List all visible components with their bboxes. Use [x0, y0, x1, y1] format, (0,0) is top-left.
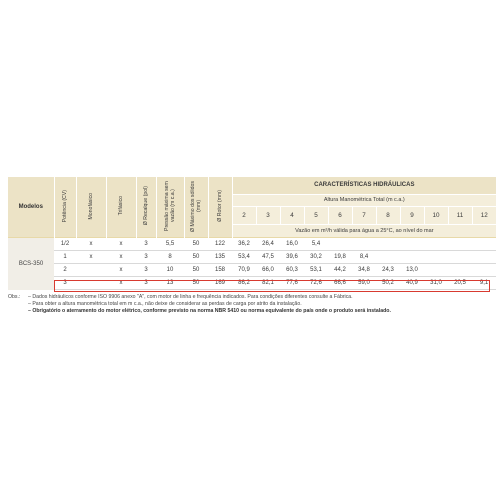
cell-potencia: 2: [54, 264, 76, 277]
note-line: – Dados hidráulicos conforme ISO 9906 anexo "A", com motor de linha e frequência indicados. Para condições diferentes consulte a Fábrica.: [28, 294, 353, 300]
notes-label: Obs.:: [8, 294, 21, 300]
height-11: 11: [448, 207, 472, 225]
cell-flow: 82,1: [256, 277, 280, 290]
cell-potencia: 3: [54, 277, 76, 290]
note-line: – Para obter a altura manométrica total em m c.a., não deixe de considerar as perdas de carga por atrito da instalação.: [28, 300, 302, 307]
pump-spec-table: [8, 177, 496, 290]
cell-flow: 30,2: [304, 251, 328, 264]
height-8: 8: [376, 207, 400, 225]
cell-flow: 34,8: [352, 264, 376, 277]
model-name: BCS-350: [8, 238, 54, 290]
height-6: 6: [328, 207, 352, 225]
height-2: 2: [232, 207, 256, 225]
cell-flow: 86,2: [232, 277, 256, 290]
cell-flow: 72,6: [304, 277, 328, 290]
cell-mono: x: [76, 238, 106, 251]
cell-flow: [448, 251, 472, 264]
cell-recalque: 3: [136, 264, 156, 277]
height-9: 9: [400, 207, 424, 225]
notes-section: [8, 294, 492, 314]
cell-flow: 9,1: [472, 277, 496, 290]
height-4: 4: [280, 207, 304, 225]
cell-flow: 53,1: [304, 264, 328, 277]
cell-flow: [376, 238, 400, 251]
header-recalque: Ø Recalque (pol): [136, 177, 156, 238]
cell-pressao: 13: [156, 277, 184, 290]
cell-flow: 70,9: [232, 264, 256, 277]
cell-flow: 13,0: [400, 264, 424, 277]
cell-tri: x: [106, 264, 136, 277]
cell-tri: x: [106, 251, 136, 264]
height-5: 5: [304, 207, 328, 225]
header-pressao: Pressão máxima sem vazão (m c.a.): [156, 177, 184, 238]
table-row: [8, 238, 496, 251]
cell-recalque: 3: [136, 238, 156, 251]
cell-solidos: 50: [184, 238, 208, 251]
cell-flow: 44,2: [328, 264, 352, 277]
table-row: [8, 251, 496, 264]
table-row: [8, 264, 496, 277]
header-vazao-label: Vazão em m³/h válida para água a 25°C, ao nível do mar: [232, 225, 496, 238]
cell-potencia: 1/2: [54, 238, 76, 251]
table-row-highlighted: [8, 277, 496, 290]
cell-flow: [472, 264, 496, 277]
header-potencia: Potência (CV): [54, 177, 76, 238]
cell-rotor: 158: [208, 264, 232, 277]
cell-tri: x: [106, 238, 136, 251]
cell-flow: 66,6: [328, 277, 352, 290]
cell-flow: 36,2: [232, 238, 256, 251]
cell-pressao: 5,5: [156, 238, 184, 251]
cell-flow: 47,5: [256, 251, 280, 264]
header-trifasico: Trifásico: [106, 177, 136, 238]
cell-pressao: 10: [156, 264, 184, 277]
cell-flow: 26,4: [256, 238, 280, 251]
cell-flow: [472, 251, 496, 264]
cell-solidos: 50: [184, 251, 208, 264]
cell-flow: 50,2: [376, 277, 400, 290]
cell-flow: 39,6: [280, 251, 304, 264]
cell-rotor: 122: [208, 238, 232, 251]
cell-flow: 20,5: [448, 277, 472, 290]
cell-solidos: 50: [184, 277, 208, 290]
cell-flow: [448, 264, 472, 277]
cell-flow: [472, 238, 496, 251]
cell-flow: 16,0: [280, 238, 304, 251]
pump-spec-table-container: [8, 177, 492, 290]
cell-flow: [424, 264, 448, 277]
header-max-solidos: Ø Máximo dos sólidos (mm): [184, 177, 208, 238]
cell-mono: [76, 264, 106, 277]
cell-flow: 5,4: [304, 238, 328, 251]
cell-flow: 77,6: [280, 277, 304, 290]
cell-flow: [376, 251, 400, 264]
height-12: 12: [472, 207, 496, 225]
cell-flow: [352, 238, 376, 251]
height-10: 10: [424, 207, 448, 225]
cell-flow: 40,9: [400, 277, 424, 290]
cell-flow: 24,3: [376, 264, 400, 277]
cell-mono: x: [76, 251, 106, 264]
cell-flow: [328, 238, 352, 251]
cell-rotor: 169: [208, 277, 232, 290]
height-3: 3: [256, 207, 280, 225]
cell-flow: 53,4: [232, 251, 256, 264]
cell-rotor: 135: [208, 251, 232, 264]
cell-solidos: 50: [184, 264, 208, 277]
cell-tri: x: [106, 277, 136, 290]
cell-flow: [448, 238, 472, 251]
header-monofasico: Monofásico: [76, 177, 106, 238]
cell-potencia: 1: [54, 251, 76, 264]
cell-mono: [76, 277, 106, 290]
note-line-bold: – Obrigatório o aterramento do motor elétrico, conforme previsto na norma NBR 5410 ou norma equivalente do país onde o produto será instalado.: [28, 307, 391, 314]
cell-flow: 31,0: [424, 277, 448, 290]
cell-flow: 60,3: [280, 264, 304, 277]
cell-flow: 59,0: [352, 277, 376, 290]
header-modelos: Modelos: [8, 177, 54, 238]
cell-flow: [400, 251, 424, 264]
cell-pressao: 8: [156, 251, 184, 264]
cell-flow: [400, 238, 424, 251]
cell-flow: 8,4: [352, 251, 376, 264]
cell-recalque: 3: [136, 277, 156, 290]
height-7: 7: [352, 207, 376, 225]
cell-flow: 19,8: [328, 251, 352, 264]
header-rotor: Ø Rotor (mm): [208, 177, 232, 238]
cell-flow: 66,0: [256, 264, 280, 277]
cell-recalque: 3: [136, 251, 156, 264]
cell-flow: [424, 251, 448, 264]
cell-flow: [424, 238, 448, 251]
header-altura-label: Altura Manométrica Total (m c.a.): [232, 194, 496, 207]
header-hydraulic-title: CARACTERÍSTICAS HIDRÁULICAS: [232, 177, 496, 194]
